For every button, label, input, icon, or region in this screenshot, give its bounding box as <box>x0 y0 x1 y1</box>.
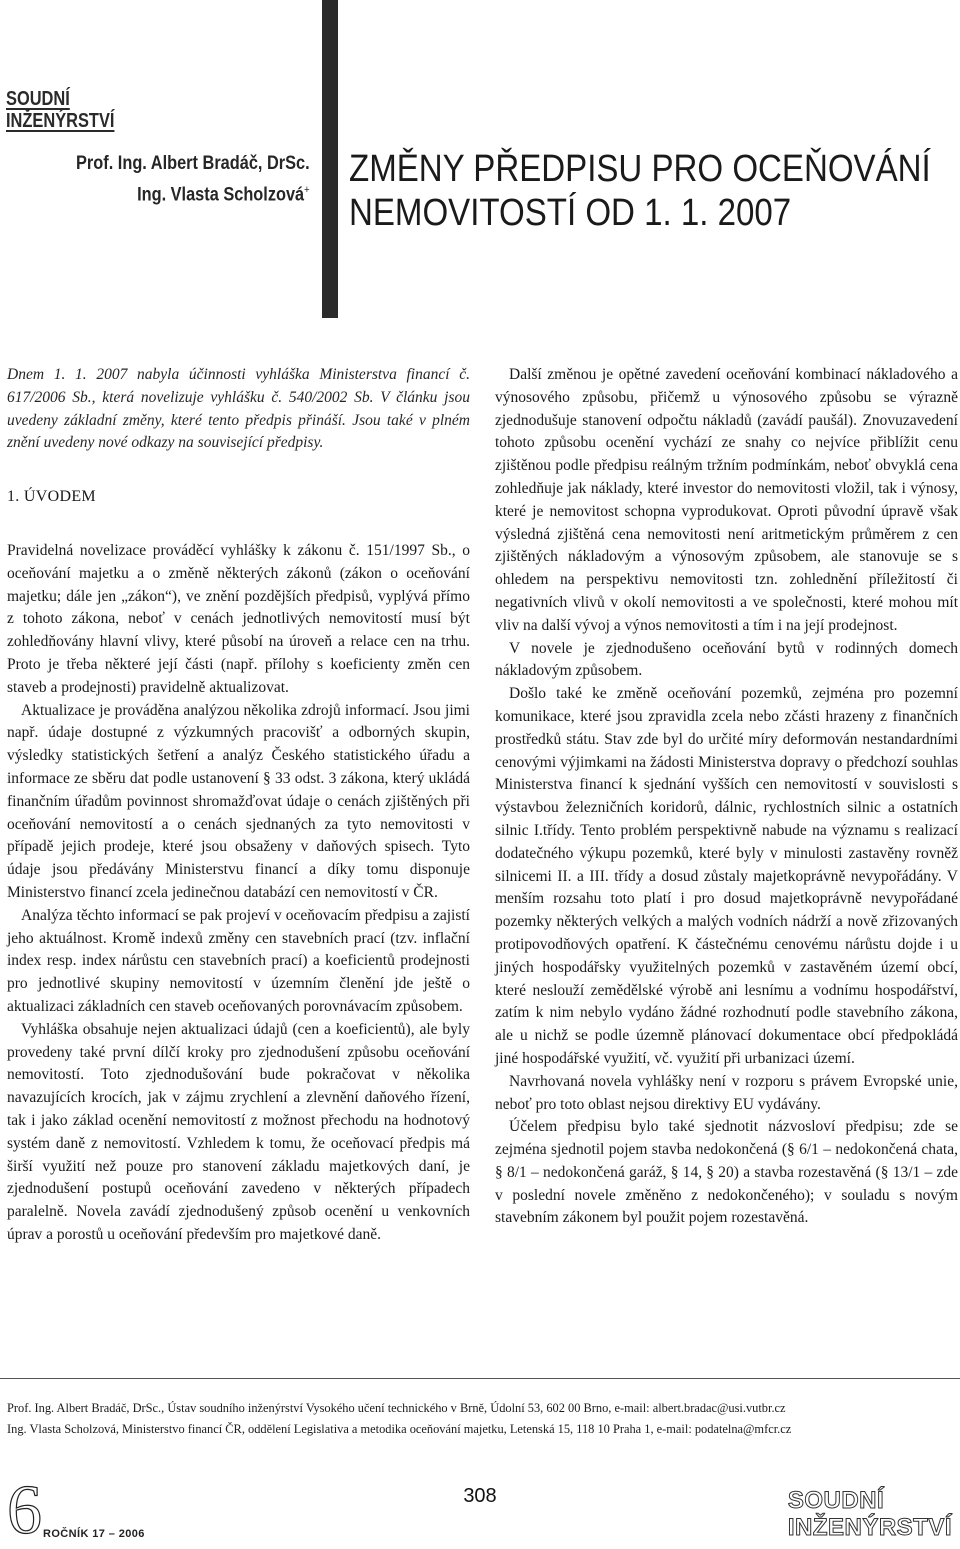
abstract-paragraph: Dnem 1. 1. 2007 nabyla účinnosti vyhláška Ministerstva financí č. 617/2006 Sb., která novelizuje vyhlášku č. 540/2002 Sb. V článku jsou uvedeny základní změny, které tento předpis přináší. Jsou také v plném znění uvedeny nové odkazy na související předpisy. <box>7 366 470 452</box>
body-paragraph: Účelem předpisu bylo také sjednotit názvosloví předpisu; zde se zejména sjednotil pojem stavba nedokončená (§ 6/1 – nedokončená chata, § 8/1 – nedokončená garáž, § 14, § 20) a stavba rozestavěná (§ 13/1 – zde v poslední novele změněno z nedokončeného); v souladu s novým stavebním zákonem byl použit pojem rozestavěná. <box>495 1118 958 1227</box>
body-paragraph: Analýza těchto informací se pak projeví v oceňovacím předpisu a zajistí jeho aktuálnost. Kromě indexů změny cen stavebních prací (tzv. inflační index resp. index nárůstu cen stavebních prací) a koeficientů prodejnosti pro jednotlivé skupiny nemovitostí v územním členění jde ještě o aktualizaci základních cen staveb oceňovaných porovnávacím způsobem. <box>7 906 470 1015</box>
author-2-mark: + <box>304 184 310 196</box>
volume-label: ROČNÍK 17 – 2006 <box>43 1528 145 1540</box>
author-2-name: Ing. Vlasta Scholzová <box>137 184 305 206</box>
right-column <box>495 364 958 1230</box>
author-1: Prof. Ing. Albert Bradáč, DrSc. <box>76 153 310 174</box>
author-2 <box>76 177 310 208</box>
body-paragraph: Pravidelná novelizace prováděcí vyhlášky k zákonu č. 151/1997 Sb., o oceňování majetku a o změně některých zákonů (zákon o oceňování majetku; dále jen „zákon“), ve znění pozdějších předpisů, vyplývá přímo z tohoto zákona, neboť v cenách jednotlivých nemovitostí musí být zohledňovány hlavní vlivy, které působí na úroveň a relace cen na trhu. Proto je třeba některé její části (např. přílohy s koeficienty změn cen staveb a prodejnosti) pravidelně aktualizovat. <box>7 541 470 696</box>
body-paragraph: Došlo také ke změně oceňování pozemků, zejména pro pozemní komunikace, které jsou zpravidla zcela nebo zčásti hrazeny z finančních prostředků státu. Stav zde byl do určité míry deformován nestandardními cenovými výjimkami na žádosti Ministerstva dopravy o předchozí souhlas Ministerstva financí k sjednání vyšších cen nemovitostí v souvislosti s výstavbou železničních koridorů, dálnic, rychlostních silnic a ostatních silnic I.třídy. Tento problém perspektivně nabude na významu s realizací dodatečného výkupu pozemků, které byly v minulosti zastavěny rovněž silnicemi II. a III. třídy a dosud zůstaly majetkoprávně nevypořádány. V menším rozsahu toto platí i pro dosud majetkoprávně nevypořádané pozemky některých velkých a malých vodních nádrží a nově zřizovaných protipovodňových opatření. K částečnému cenovému nárůstu dojde i u jiných hospodářsky využitelných pozemků v zastavěném území obcí, které neslouží zemědělské výrobě ani lesnímu a vodnímu hospodářství, zatím k nim nebylo vydáno žádné rozhodnutí podle stavebního zákona, ale u nichž se podle územně plánovací dokumentace obcí předpokládá jiné hospodářské využití, vč. využití při urbanizaci území. <box>495 685 958 1067</box>
masthead-line-2: INŽENÝRSTVÍ <box>6 110 115 132</box>
footnote-author-2: Ing. Vlasta Scholzová, Ministerstvo financí ČR, oddělení Legislativa a metodika oceňování majetku, Letenská 15, 118 10 Praha 1, e-mail: podatelna@mfcr.cz <box>7 1422 792 1436</box>
left-column <box>7 364 470 1247</box>
body-paragraph: Další změnou je opětné zavedení oceňování kombinací nákladového a výnosového způsobu, přičemž u výnosového způsobu se výrazně zjednodušuje stanovení odpočtu nákladů (zavádí paušál). Znovuzavedení tohoto způsobu ocenění vychází ze snahy co nejvíce přiblížit cenu zjištěnou podle předpisu reálným tržním podmínkám, neboť obvyklá cena zohledňuje jak náklady, které investor do nemovitosti vložil, tak i výnosy, které je nemovitost schopna vyprodukovat. Oproti původní úpravě však výsledná zjištěná cena nemovitosti není aritmetickým průměrem z cen zjištěných nákladovým a výnosovým způsobem, ale stanovuje se s ohledem na perspektivu nemovitosti tzn. zohlednění příležitostí či negativních vlivů v okolí nemovitosti a ve společnosti, které mohou mít vliv na další vývoj a výnos nemovitosti a tím i na její prodejnost. <box>495 366 958 634</box>
issue-number: 6 <box>7 1472 42 1549</box>
body-paragraph: Vyhláška obsahuje nejen aktualizaci údajů (cen a koeficientů), ale byly provedeny také první dílčí kroky pro zjednodušení způsobu oceňování nemovitostí. Toto zjednodušování bude pokračovat v několika navazujících krocích, jak v zájmu zrychlení a zlevnění daňového řízení, tak i jako základ ocenění nemovitostí z možnost přechodu na hodnotový systém daně z nemovitostí. Vzhledem k tomu, že oceňovací předpis má širší využití než pouze pro stanovení základu majetkových daní, je zjednodušení postupů oceňování zavedeno v některých případech paralelně. Novela zavádí zjednodušený způsob ocenění u venkovních úprav a porostů u oceňování především pro majetkové daně. <box>7 1020 470 1243</box>
journal-masthead <box>6 88 114 132</box>
body-paragraph: Aktualizace je prováděna analýzou několika zdrojů informací. Jsou jimi např. údaje dostupné z výzkumných pracovišť a odborných skupin, výsledky statistických šetření a analýz Českého statistického úřadu a informace ze sběru dat podle ustanovení § 33 odst. 3 zákona, který ukládá finančním úřadům povinnost shromažďovat údaje o cenách zjištěných při oceňování nemovitostí a o cenách sjednaných za tyto nemovitosti v případě jejich prodeje, které jsou obsaženy v daňových spisech. Tyto údaje jsou předávány Ministerstvu financí a díky tomu disponuje Ministerstvo financí zcela jedinečnou databází cen nemovitostí v ČR. <box>7 701 470 901</box>
footer-logo-line-2: INŽENÝRSTVÍ <box>787 1514 952 1541</box>
section-heading: 1. ÚVODEM <box>7 488 96 506</box>
title-line-1: ZMĚNY PŘEDPISU PRO OCEŇOVÁNÍ <box>349 148 931 190</box>
page-number: 308 <box>463 1485 497 1507</box>
footer-journal-logo <box>788 1487 952 1541</box>
footnote-divider <box>0 1378 960 1379</box>
author-footnotes <box>7 1398 952 1440</box>
body-paragraph: Navrhovaná novela vyhlášky není v rozporu s právem Evropské unie, neboť pro toto oblast nejsou direktivy EU vydávány. <box>495 1072 958 1113</box>
article-title <box>349 147 931 235</box>
footnote-author-1: Prof. Ing. Albert Bradáč, DrSc., Ústav soudního inženýrství Vysokého učení technického v Brně, Údolní 53, 602 00 Brno, e-mail: albert.bradac@usi.vutbr.cz <box>7 1401 786 1415</box>
header-vertical-bar <box>322 0 338 318</box>
title-line-2: NEMOVITOSTÍ OD 1. 1. 2007 <box>349 192 792 234</box>
footer-logo-line-1: SOUDNÍ <box>787 1487 885 1514</box>
masthead-line-1: SOUDNÍ <box>6 88 70 110</box>
body-paragraph: V novele je zjednodušeno oceňování bytů v rodinných domech nákladovým způsobem. <box>495 639 958 680</box>
article-authors <box>76 150 310 208</box>
